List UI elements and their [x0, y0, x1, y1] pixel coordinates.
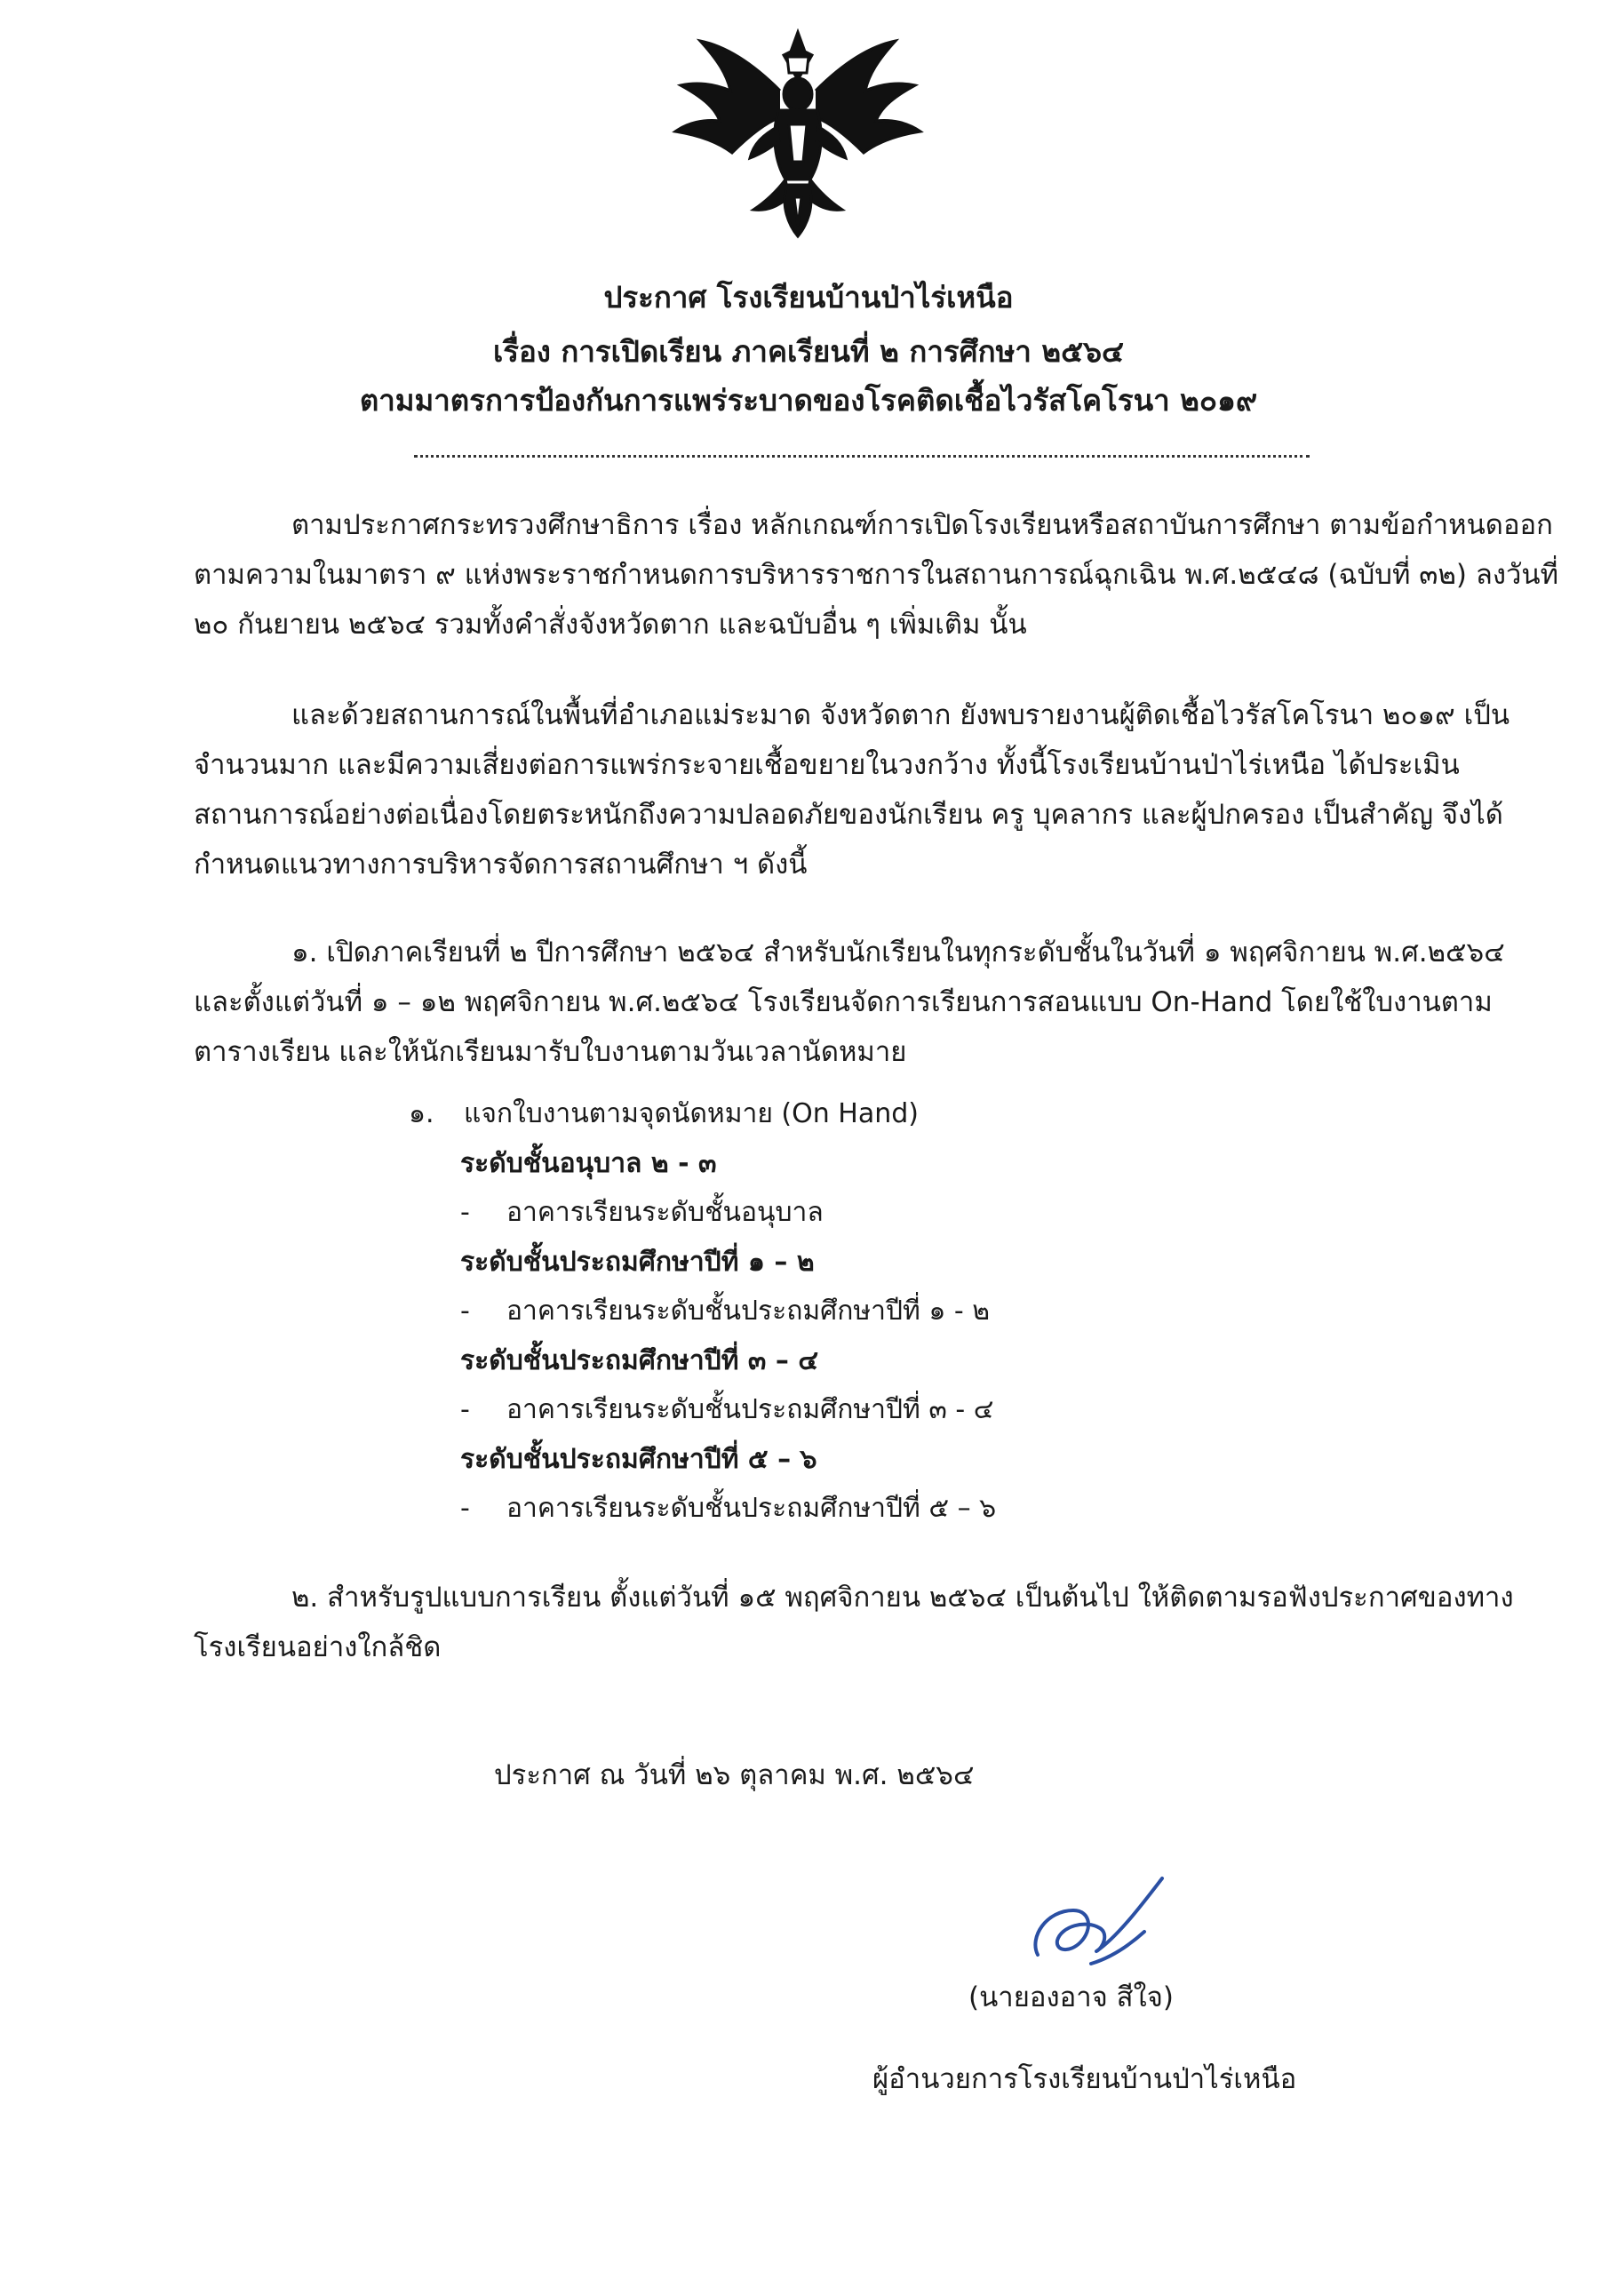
bullet-dash: -	[460, 1295, 470, 1327]
paragraph-line: และด้วยสถานการณ์ในพื้นที่อำเภอแม่ระมาด จังหวัดตาก ยังพบรายงานผู้ติดเชื้อไวรัสโคโรนา ๒๐๑๙ เป็น	[291, 699, 1510, 731]
level-heading: ระดับชั้นประถมศึกษาปีที่ ๑ – ๒	[460, 1246, 815, 1278]
signer-position: ผู้อำนวยการโรงเรียนบ้านป่าไร่เหนือ	[872, 2063, 1297, 2095]
sublist-number: ๑.	[409, 1098, 434, 1129]
paragraph-line: ๑. เปิดภาคเรียนที่ ๒ ปีการศึกษา ๒๕๖๔ สำหรับนักเรียนในทุกระดับชั้นในวันที่ ๑ พฤศจิกายน พ.ศ.๒๕๖๔	[291, 937, 1505, 969]
paragraph-line: โรงเรียนอย่างใกล้ชิด	[194, 1631, 442, 1663]
paragraph-item-2	[194, 1573, 1525, 1672]
signature-icon	[1011, 1866, 1189, 1990]
level-heading: ระดับชั้นประถมศึกษาปีที่ ๕ – ๖	[460, 1443, 817, 1475]
building-name: อาคารเรียนระดับชั้นประถมศึกษาปีที่ ๓ - ๔	[506, 1394, 994, 1425]
paragraph-line: สถานการณ์อย่างต่อเนื่องโดยตระหนักถึงความปลอดภัยของนักเรียน ครู บุคลากร และผู้ปกครอง เป็นสำคัญ จึงได้	[194, 799, 1503, 831]
building-name: อาคารเรียนระดับชั้นประถมศึกษาปีที่ ๕ – ๖	[506, 1493, 997, 1524]
building-item	[409, 1188, 1475, 1238]
bullet-dash: -	[460, 1394, 470, 1425]
sublist-text: แจกใบงานตามจุดนัดหมาย (On Hand)	[464, 1098, 920, 1129]
paragraph-line: และตั้งแต่วันที่ ๑ – ๑๒ พฤศจิกายน พ.ศ.๒๕๖๔ โรงเรียนจัดการเรียนการสอนแบบ On-Hand โดยใช้ใบงานตาม	[194, 986, 1493, 1018]
sublist-heading	[409, 1089, 1475, 1139]
paragraph-line: ตามประกาศกระทรวงศึกษาธิการ เรื่อง หลักเกณฑ์การเปิดโรงเรียนหรือสถาบันการศึกษา ตามข้อกำหนดออก	[291, 509, 1553, 541]
paragraph-line: จำนวนมาก และมีความเสี่ยงต่อการแพร่กระจายเชื้อขยายในวงกว้าง ทั้งนี้โรงเรียนบ้านป่าไร่เหนือ ได้ประเมิน	[194, 749, 1460, 781]
bullet-dash: -	[460, 1197, 470, 1228]
building-name: อาคารเรียนระดับชั้นประถมศึกษาปีที่ ๑ - ๒	[506, 1295, 991, 1327]
paragraph-reference	[194, 500, 1559, 650]
paragraph-situation	[194, 690, 1525, 889]
building-item	[409, 1385, 1475, 1435]
paragraph-line: ๒๐ กันยายน ๒๕๖๔ รวมทั้งคำสั่งจังหวัดตาก และฉบับอื่น ๆ เพิ่มเติม นั้น	[194, 609, 1027, 641]
paragraph-line: ตามความในมาตรา ๙ แห่งพระราชกำหนดการบริหารราชการในสถานการณ์ฉุกเฉิน พ.ศ.๒๕๔๘ (ฉบับที่ ๓๒) ลงวันที่	[194, 559, 1559, 591]
announcement-date: ประกาศ ณ วันที่ ๒๖ ตุลาคม พ.ศ. ๒๕๖๔	[494, 1759, 975, 1791]
level-heading: ระดับชั้นอนุบาล ๒ - ๓	[460, 1147, 717, 1179]
signer-name: (นายองอาจ สีใจ)	[968, 1981, 1174, 2013]
garuda-emblem-icon	[665, 28, 931, 240]
building-item	[409, 1287, 1475, 1336]
paragraph-item-1	[194, 928, 1525, 1077]
announcement-measure: ตามมาตรการป้องกันการแพร่ระบาดของโรคติดเชื้อไวรัสโคโรนา ๒๐๑๙	[359, 383, 1258, 418]
level-heading: ระดับชั้นประถมศึกษาปีที่ ๓ – ๔	[460, 1344, 819, 1376]
building-item	[409, 1484, 1475, 1534]
bullet-dash: -	[460, 1493, 470, 1524]
announcement-subject: เรื่อง การเปิดเรียน ภาคเรียนที่ ๒ การศึกษา ๒๕๖๔	[492, 334, 1125, 369]
dotted-divider	[414, 455, 1310, 458]
paragraph-line: กำหนดแนวทางการบริหารจัดการสถานศึกษา ฯ ดังนี้	[194, 849, 808, 881]
paragraph-line: ๒. สำหรับรูปแบบการเรียน ตั้งแต่วันที่ ๑๕ พฤศจิกายน ๒๕๖๔ เป็นต้นไป ให้ติดตามรอฟังประกาศของทาง	[291, 1582, 1514, 1614]
announcement-title: ประกาศ โรงเรียนบ้านป่าไร่เหนือ	[603, 280, 1014, 315]
building-name: อาคารเรียนระดับชั้นอนุบาล	[506, 1197, 824, 1228]
distribution-points-list	[409, 1089, 1475, 1534]
paragraph-line: ตารางเรียน และให้นักเรียนมารับใบงานตามวันเวลานัดหมาย	[194, 1036, 907, 1068]
